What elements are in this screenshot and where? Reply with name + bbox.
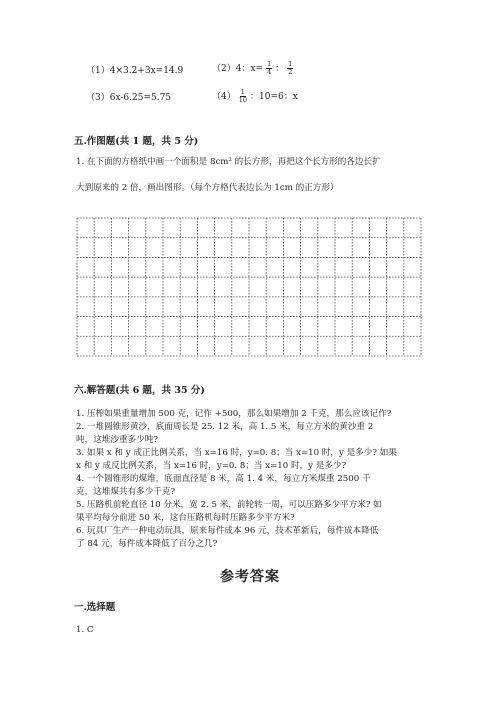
answer-1: 1. C <box>76 625 94 635</box>
equation-2 <box>212 61 296 76</box>
answer-key-title: 参考答案 <box>220 569 280 585</box>
fraction-one-half <box>287 61 293 76</box>
problem-line: 1. 压榨如果重量增加 500 克，记作 +500，那么如果增加 2 千克，那么应该记作? <box>76 409 392 419</box>
problem-line: 了 84 元，每件成本降低了百分之几? <box>76 539 218 549</box>
fraction-numerator: 1 <box>288 60 293 68</box>
equation-4 <box>212 89 298 104</box>
problem-line: x 和 y 成反比例关系，当 x=16 时，y=0. 8；当 x=10 时，y 是多少? <box>76 461 347 471</box>
problem-line: 4. 一个圆锥形的煤堆，底面直径是 8 米，高 1. 4 米，每立方米煤重 2500 千 <box>76 474 371 484</box>
equation-3: （3）6x-6.25=5.75 <box>86 93 172 103</box>
fraction-numerator: 1 <box>240 88 245 96</box>
problem-line: 果平均每分前进 50 米，这台压路机每时压路多少平方米? <box>76 513 295 523</box>
section6-heading: 六.解答题(共 6 题，共 35 分) <box>74 385 205 396</box>
problem-line: 3. 如果 x 和 y 成正比例关系，当 x=16 时，y=0. 8；当 x=10 时，y 是多少? 如果 <box>76 448 397 458</box>
fraction-denominator: 10 <box>238 96 248 104</box>
equation-2-prefix: （2）4：x= <box>212 64 264 74</box>
equation-4-suffix: ：10=6：x <box>250 92 298 102</box>
section5-question-line2: 大到原来的 2 倍，画出图形。（每个方格代表边长为 1cm 的正方形） <box>76 183 339 193</box>
problem-line: 吨，这堆沙重多少吨? <box>76 435 158 445</box>
equation-4-prefix: （4） <box>212 92 236 102</box>
problem-line: 6. 玩具厂生产一种电动玩具，原来每件成本 96 元，技术革新后，每件成本降低 <box>76 526 379 536</box>
fraction-denominator: 2 <box>288 68 293 76</box>
section5-question-line1: 1. 在下面的方格纸中画一个面积是 8cm² 的长方形，再把这个长方形的各边长扩 <box>76 157 381 167</box>
ratio-separator: ： <box>275 64 285 74</box>
fraction-denominator: 4 <box>267 68 272 76</box>
fraction-numerator: 1 <box>267 60 272 68</box>
problem-line: 5. 压路机前轮直径 10 分米，宽 2. 5 米，前轮转一周，可以压路多少平方米? 如 <box>76 500 382 510</box>
problem-line: 2. 一堆圆锥形黄沙，底面周长是 25. 12 米，高 1. 5 米，每立方米的黄沙重 2 <box>76 422 374 432</box>
square-grid-paper[interactable] <box>76 217 422 357</box>
answers-section1-heading: 一.选择题 <box>74 602 116 613</box>
equation-1: （1）4×3.2+3x=14.9 <box>86 66 184 76</box>
section5-heading: 五.作图题(共 1 题，共 5 分) <box>74 136 199 147</box>
problem-line: 克，这堆煤共有多少千克? <box>76 487 176 497</box>
fraction-one-tenth <box>239 89 247 104</box>
fraction-one-quarter <box>266 61 272 76</box>
